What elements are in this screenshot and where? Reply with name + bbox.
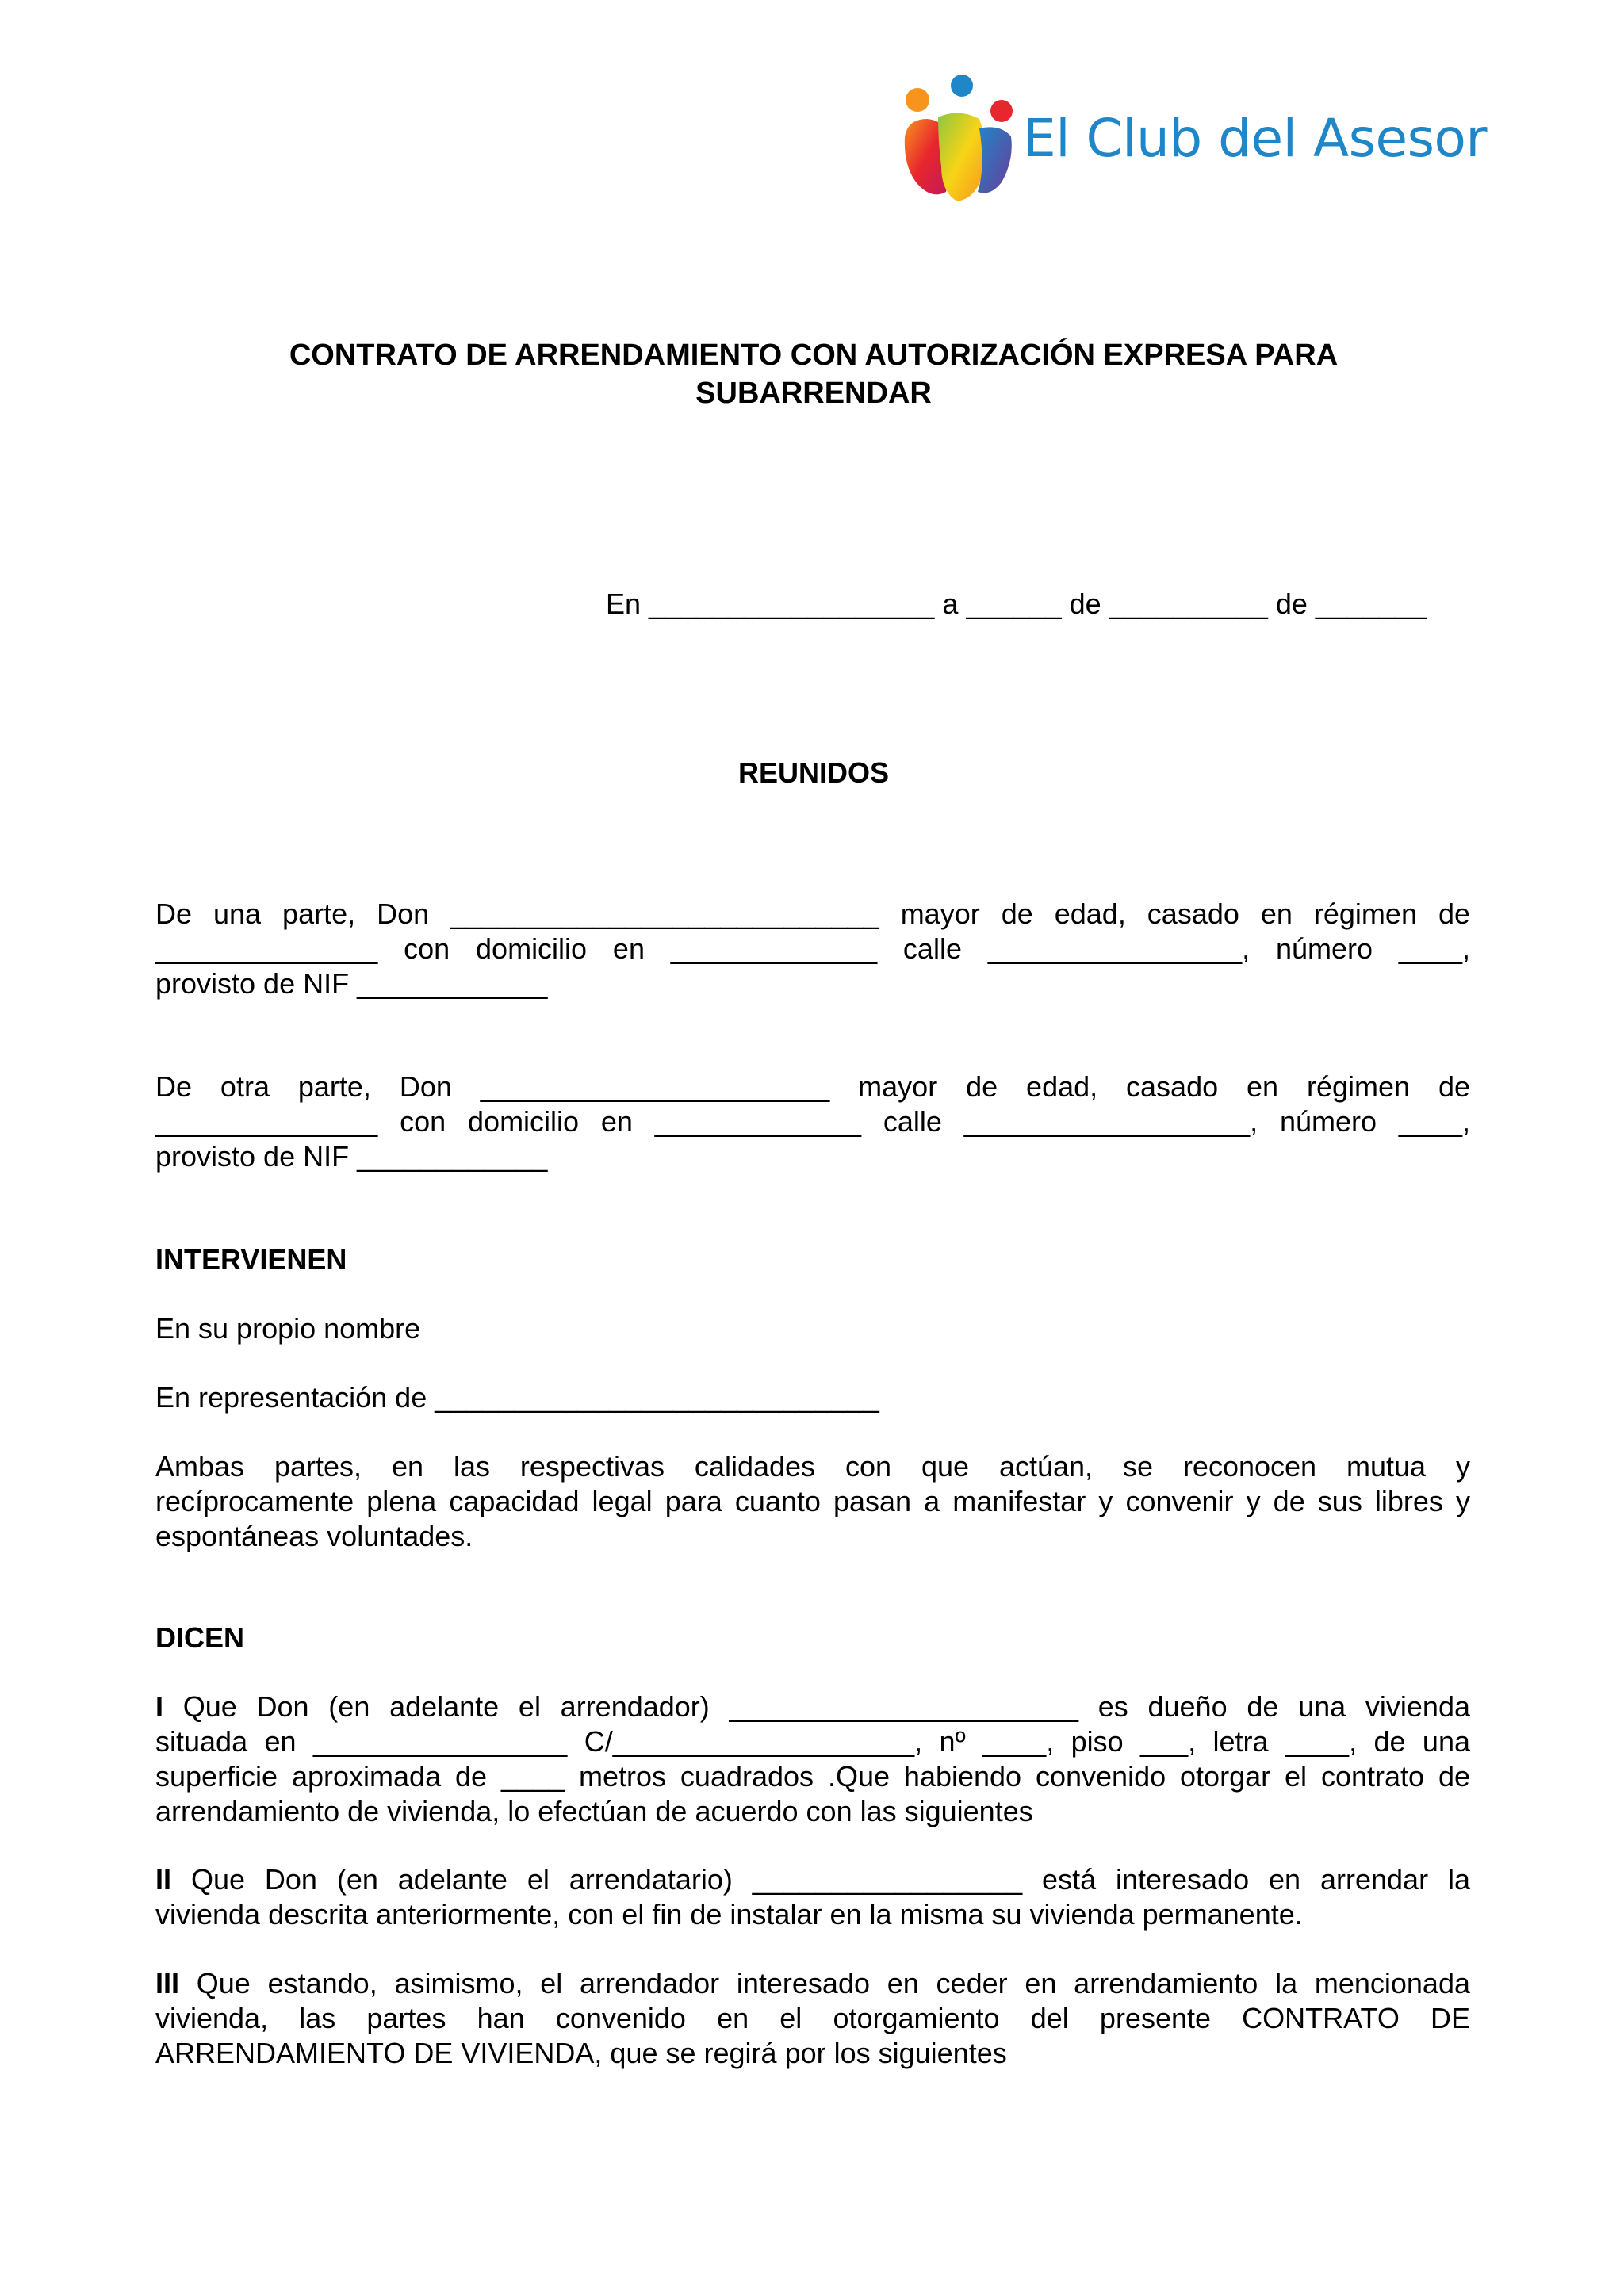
title-line-2: SUBARRENDAR: [695, 377, 932, 410]
clause-one-line-2: situada en ________________ C/___________________, nº ____, piso ___, letra ____, de una: [155, 1725, 1470, 1758]
document-title: [155, 336, 1472, 412]
representation-line: En representación de ____________________________: [155, 1381, 879, 1414]
party-one-line-1: De una parte, Don ___________________________ mayor de edad, casado en régimen de: [155, 897, 1470, 930]
party-two-paragraph: [155, 1070, 1470, 1174]
heading-dicen: DICEN: [155, 1621, 245, 1654]
brand-name: El Club del Asesor: [1023, 108, 1487, 169]
clause-two-line-1: II Que Don (en adelante el arrendatario) _________________ está interesado en arrendar la: [155, 1863, 1470, 1896]
party-one-line-3: provisto de NIF ____________: [155, 967, 548, 1000]
clause-two-numeral: II: [155, 1863, 172, 1896]
capacity-paragraph: [155, 1449, 1470, 1554]
heading-reunidos: REUNIDOS: [737, 756, 890, 789]
clause-one-line-1: I Que Don (en adelante el arrendador) ______________________ es dueño de una vivienda: [155, 1690, 1470, 1723]
brand-logo: [900, 73, 1487, 208]
clause-three-line-2: vivienda, las partes han convenido en el otorgamiento del presente CONTRATO DE: [155, 2002, 1470, 2034]
clause-three-paragraph: [155, 1966, 1470, 2071]
clause-one-line-4: arrendamiento de vivienda, lo efectúan de acuerdo con las siguientes: [155, 1795, 1033, 1827]
party-two-line-3: provisto de NIF ____________: [155, 1140, 548, 1173]
clause-one-numeral: I: [155, 1690, 164, 1723]
clause-one-paragraph: [155, 1689, 1470, 1829]
party-one-line-2: ______________ con domicilio en _____________ calle ________________, número ____,: [155, 932, 1470, 965]
party-two-line-2: ______________ con domicilio en _____________ calle __________________, número ____,: [155, 1105, 1470, 1138]
date-line: En __________________ a ______ de __________ de _______: [606, 587, 1427, 620]
clause-three-numeral: III: [155, 1967, 180, 1999]
clause-one-line-3: superficie aproximada de ____ metros cuadrados .Que habiendo convenido otorgar el contrato de: [155, 1760, 1470, 1793]
own-name-line: En su propio nombre: [155, 1312, 421, 1345]
party-one-paragraph: [155, 897, 1470, 1001]
clause-three-line-1: III Que estando, asimismo, el arrendador interesado en ceder en arrendamiento la mencionada: [155, 1967, 1470, 1999]
party-two-line-1: De otra parte, Don ______________________ mayor de edad, casado en régimen de: [155, 1070, 1470, 1103]
clause-two-line-2: vivienda descrita anteriormente, con el fin de instalar en la misma su vivienda permanente.: [155, 1898, 1303, 1931]
clause-three-line-3: ARRENDAMIENTO DE VIVIENDA, que se regirá por los siguientes: [155, 2037, 1007, 2069]
title-line-1: CONTRATO DE ARRENDAMIENTO CON AUTORIZACIÓN EXPRESA PARA: [289, 339, 1339, 372]
capacity-line-3: espontáneas voluntades.: [155, 1520, 473, 1552]
capacity-line-2: recíprocamente plena capacidad legal para cuanto pasan a manifestar y convenir y de sus libres y: [155, 1485, 1470, 1517]
clause-two-paragraph: [155, 1862, 1470, 1932]
club-logo-icon: [900, 73, 1023, 208]
heading-intervienen: INTERVIENEN: [155, 1243, 347, 1276]
capacity-line-1: Ambas partes, en las respectivas calidades con que actúan, se reconocen mutua y: [155, 1450, 1470, 1483]
